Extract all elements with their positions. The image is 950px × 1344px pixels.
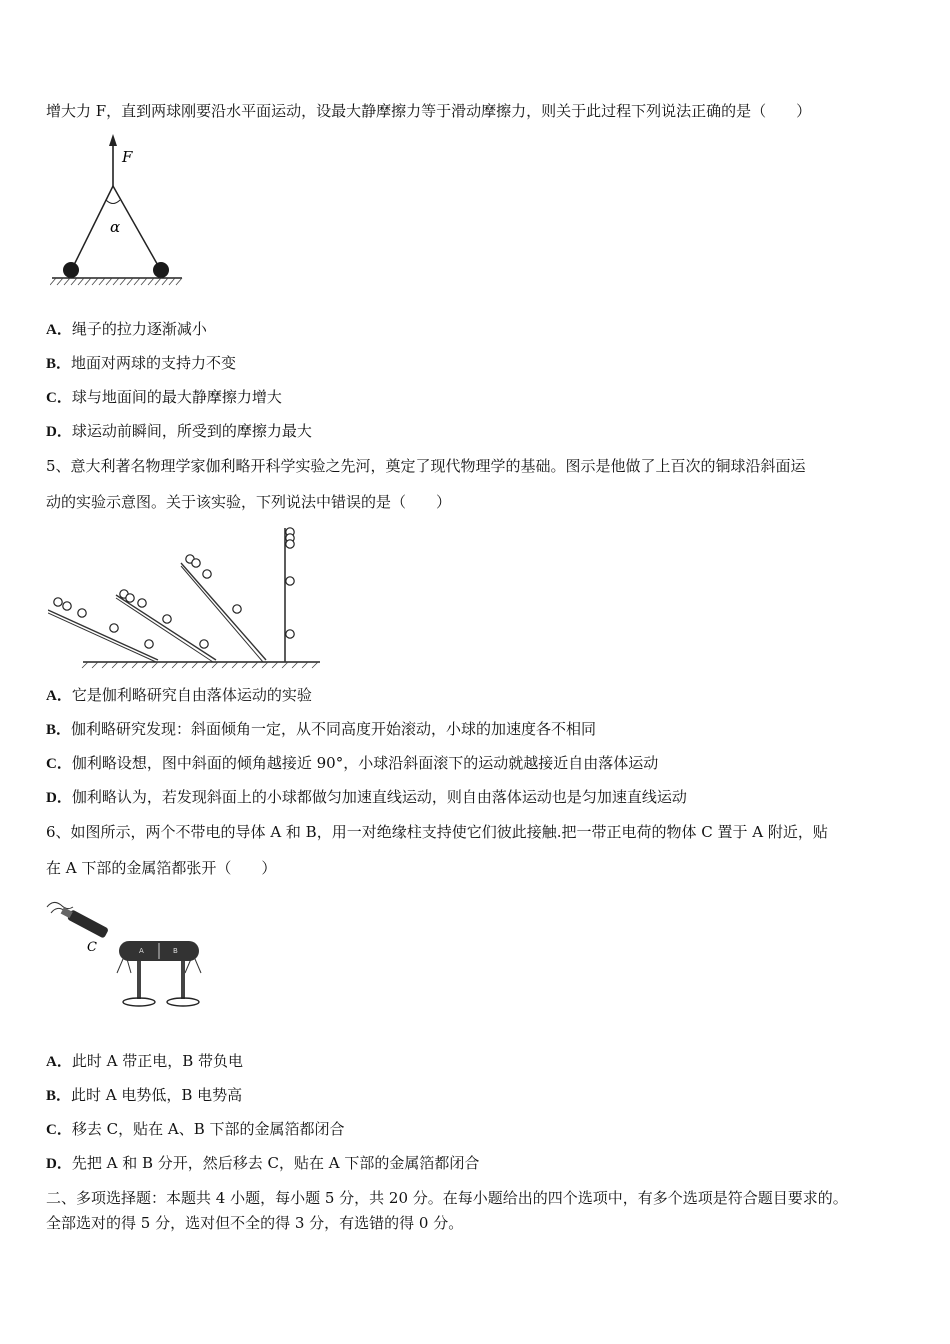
hand-sketch (47, 902, 73, 908)
option-letter: A． (46, 1054, 72, 1070)
q5-option-b (46, 719, 596, 740)
option-letter: D． (46, 1156, 72, 1172)
q5-option-a (46, 685, 312, 706)
q6-option-c (46, 1119, 344, 1140)
option-text: 伽利略认为，若发现斜面上的小球都做匀加速直线运动，则自由落体运动也是匀加速直线运动 (71, 788, 687, 806)
option-text: 先把 A 和 B 分开，然后移去 C，贴在 A 下部的金属箔都闭合 (71, 1154, 480, 1172)
option-letter: C． (46, 390, 72, 406)
q5-option-c (46, 753, 658, 774)
q4-stem: 增大力 F，直到两球刚要沿水平面运动，设最大静摩擦力等于滑动摩擦力，则关于此过程下列说法正确的是（ ） (46, 102, 812, 120)
option-letter: D． (46, 424, 72, 440)
option-text: 地面对两球的支持力不变 (71, 354, 237, 372)
option-text: 球运动前瞬间，所受到的摩擦力最大 (71, 422, 312, 440)
q5-figure-inclined-planes (48, 525, 323, 670)
option-text: 绳子的拉力逐渐减小 (71, 320, 207, 338)
q4-option-a (46, 319, 207, 340)
option-text: 此时 A 电势低，B 电势高 (71, 1086, 243, 1104)
q6-figure-conductors (45, 895, 215, 1015)
q6-option-d (46, 1153, 479, 1174)
q4-figure-rope-balls (50, 134, 190, 294)
ground-hatch (82, 662, 318, 668)
option-letter: C． (46, 1122, 72, 1138)
incline-1 (48, 610, 158, 660)
q6-option-a (46, 1051, 243, 1072)
q5-stem-line1: 5、意大利著名物理学家伽利略开科学实验之先河，奠定了现代物理学的基础。图示是他做了上百次的铜球沿斜面运 (46, 457, 806, 475)
option-letter: A． (46, 322, 72, 338)
foil-a-right (127, 959, 131, 973)
rope-left (72, 186, 113, 269)
base-a (123, 998, 155, 1006)
option-letter: D． (46, 790, 72, 806)
angle-label: α (110, 218, 121, 236)
ball-left (63, 262, 79, 278)
charged-rod-c (60, 905, 109, 938)
option-letter: C． (46, 756, 72, 772)
incline-2-balls (120, 590, 208, 648)
option-text: 球与地面间的最大静摩擦力增大 (71, 388, 282, 406)
q5-option-d (46, 787, 687, 808)
force-arrow-head (109, 134, 117, 146)
foil-b-right (195, 959, 201, 973)
q5-stem-line2: 动的实验示意图。关于该实验，下列说法中错误的是（ ） (46, 493, 452, 511)
ball-right (153, 262, 169, 278)
q6-option-b (46, 1085, 242, 1106)
q6-stem-line2: 在 A 下部的金属箔都张开（ ） (46, 859, 277, 877)
section2-heading-line1: 二、多项选择题：本题共 4 小题，每小题 5 分，共 20 分。在每小题给出的四个选项中，有多个选项是符合题目要求的。 (46, 1189, 848, 1207)
q4-option-b (46, 353, 236, 374)
section2-heading-line2: 全部选对的得 5 分，选对但不全的得 3 分，有选错的得 0 分。 (46, 1214, 464, 1232)
q6-stem-line1: 6、如图所示，两个不带电的导体 A 和 B，用一对绝缘柱支持使它们彼此接触.把一带正电荷的物体 C 置于 A 附近，贴 (46, 823, 828, 841)
option-letter: B． (46, 356, 72, 372)
option-text: 移去 C，贴在 A、B 下部的金属箔都闭合 (71, 1120, 345, 1138)
option-letter: B． (46, 722, 72, 738)
stand-a (137, 961, 141, 999)
force-label: F (122, 148, 133, 166)
foil-a-left (117, 959, 123, 973)
q4-option-d (46, 421, 312, 442)
option-letter: A． (46, 688, 72, 704)
option-text: 此时 A 带正电，B 带负电 (71, 1052, 244, 1070)
stand-b (181, 961, 185, 999)
base-b (167, 998, 199, 1006)
option-text: 它是伽利略研究自由落体运动的实验 (71, 686, 312, 704)
angle-arc (106, 200, 120, 204)
label-a: A (139, 947, 144, 955)
vertical-balls (286, 528, 294, 638)
option-text: 伽利略设想，图中斜面的倾角越接近 90°，小球沿斜面滚下的运动就越接近自由落体运动 (71, 754, 659, 772)
ground-hatch (50, 278, 182, 285)
q4-option-c (46, 387, 282, 408)
foil-b-left (185, 959, 191, 973)
label-b: B (173, 947, 178, 955)
option-text: 伽利略研究发现：斜面倾角一定，从不同高度开始滚动，小球的加速度各不相同 (71, 720, 597, 738)
option-letter: B． (46, 1088, 72, 1104)
label-c: C (87, 940, 97, 955)
